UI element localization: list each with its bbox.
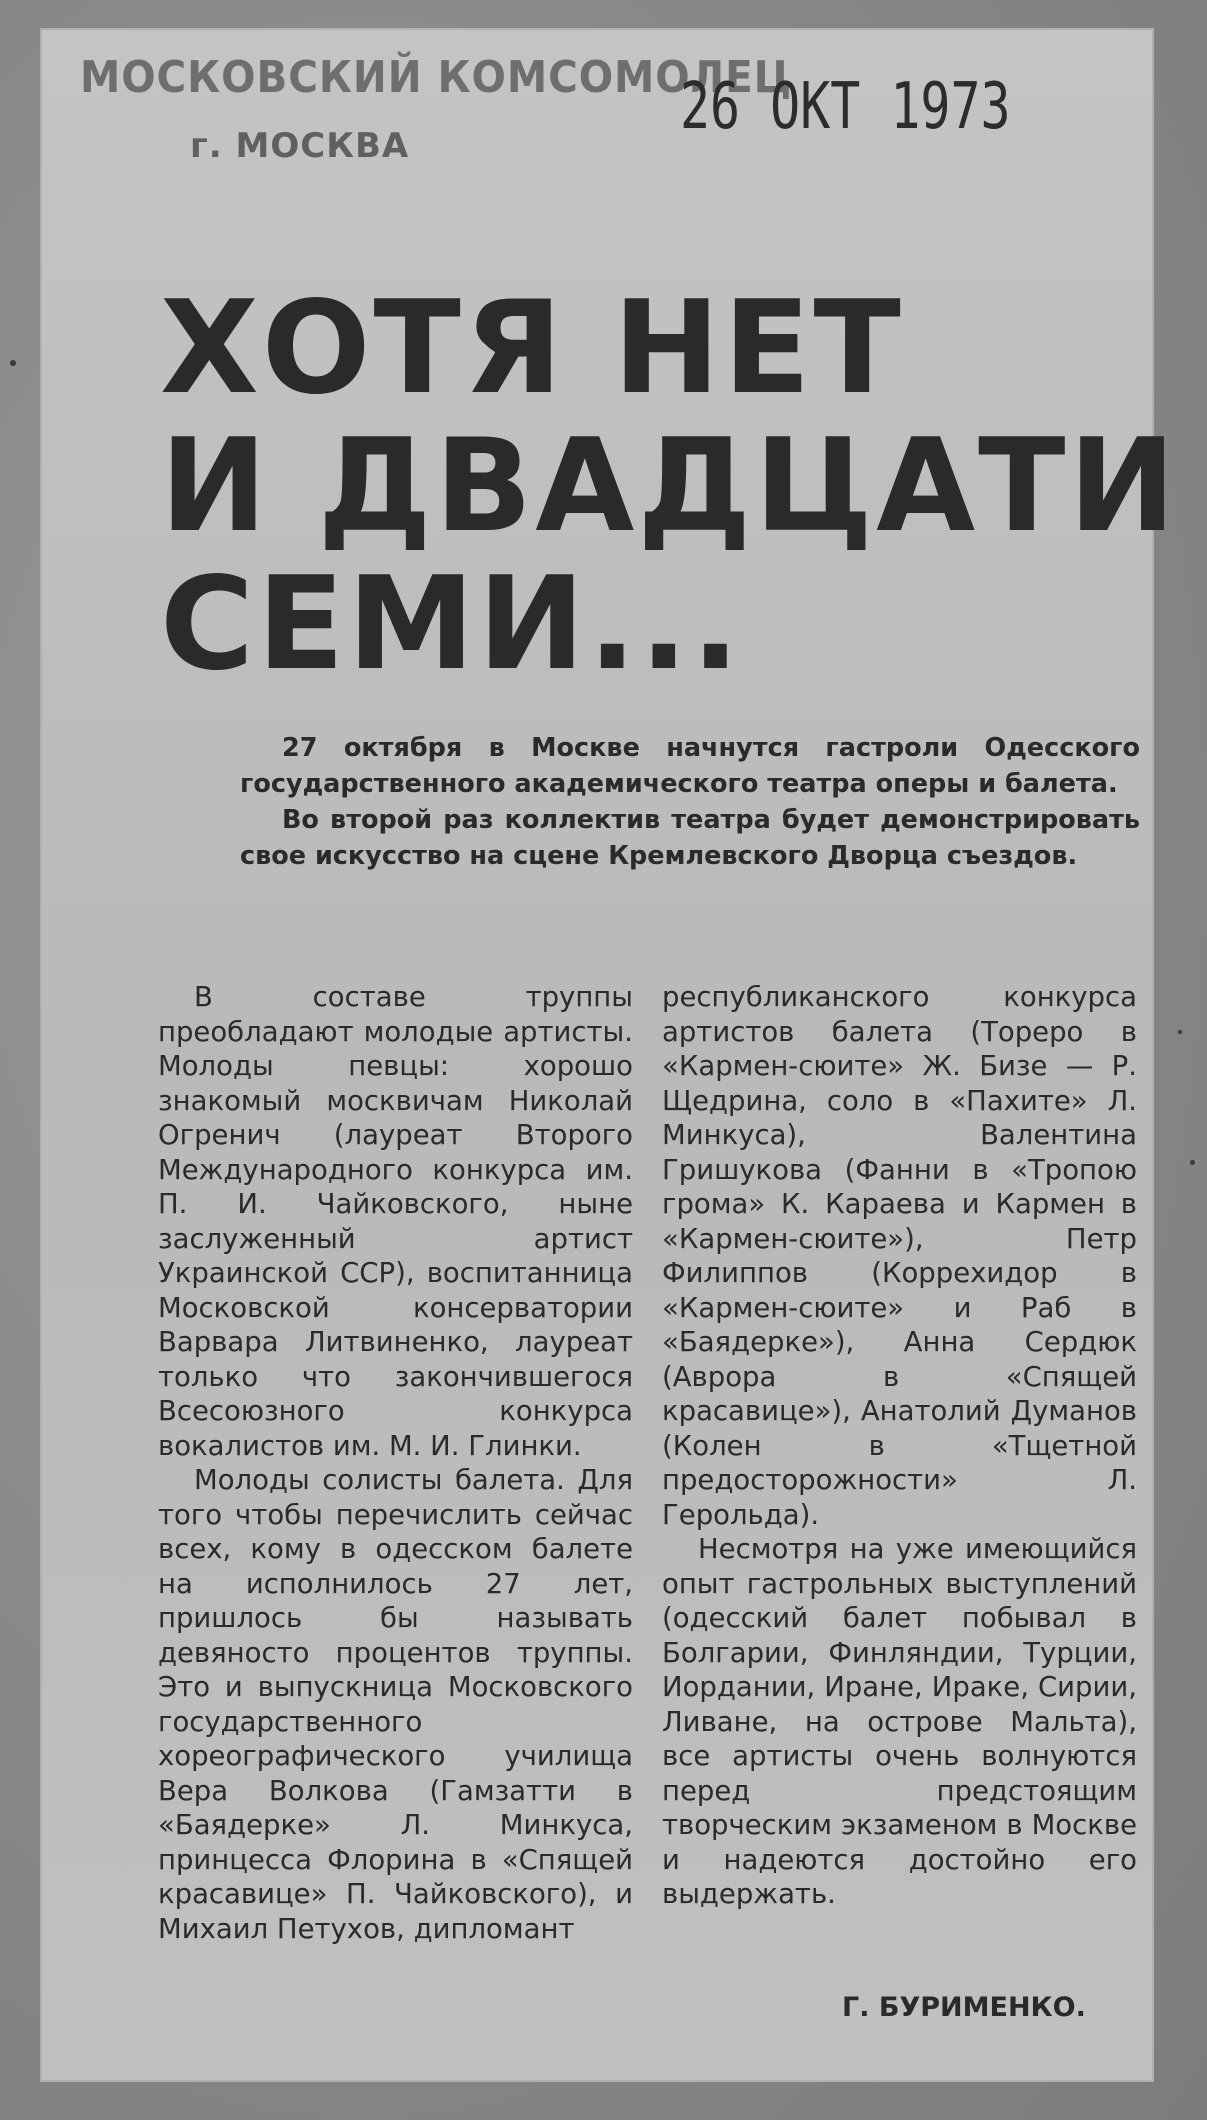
headline-line: ХОТЯ НЕТ bbox=[160, 274, 904, 423]
body-paragraph: республиканского конкурса артистов балета (Тореро в «Кармен-сюите» Ж. Бизе — Р. Щедрина, соло в «Пахите» Л. Минкуса), Валентина Гришукова (Фанни в «Тропою грома» К. Караева и Кармен в «Кармен-сюите»), Петр Филиппов (Коррехидор в «Кармен-сюите» и Раб в «Баядерке»), Анна Сердюк (Аврора в «Спящей красавице»), Анатолий Думанов (Колен в «Тщетной предосторожности» Л. Герольда). bbox=[662, 981, 1137, 1531]
body-paragraph: Несмотря на уже имеющийся опыт гастрольных выступлений (одесский балет побывал в Болгарии, Финляндии, Турции, Иордании, Иране, Ираке, Сирии, Ливане, на острове Мальта), все артисты очень волнуются перед предстоящим творческим экзаменом в Москве и надеются достойно его выдержать. bbox=[662, 1533, 1137, 1910]
lead-paragraph: Во второй раз коллектив театра будет демонстрировать свое искусство на сцене Кремлевского Дворца съездов. bbox=[240, 805, 1140, 871]
headline-line: И ДВАДЦАТИ bbox=[160, 412, 1179, 561]
date-stamp: 26 ОКТ 1973 bbox=[680, 70, 1011, 144]
body-paragraph: В составе труппы преобладают молодые артисты. Молоды певцы: хорошо знакомый москвичам Николай Огренич (лауреат Второго Международного конкурса им. П. И. Чайковского, ныне заслуженный артист Украинской ССР), воспитанница Московской консерватории Варвара Литвиненко, лауреат только что закончившегося Всесоюзного конкурса вокалистов им. М. И. Глинки. bbox=[158, 981, 633, 1462]
scan-speck bbox=[1190, 1160, 1195, 1165]
city-stamp: г. МОСКВА bbox=[190, 126, 410, 166]
article-lead bbox=[240, 730, 1140, 874]
scan-speck bbox=[1178, 1030, 1182, 1034]
publication-stamp: МОСКОВСКИЙ КОМСОМОЛЕЦ bbox=[80, 52, 793, 103]
headline-line: СЕМИ... bbox=[160, 550, 743, 699]
article-column-left bbox=[158, 980, 633, 1946]
article-headline bbox=[160, 274, 1179, 699]
lead-paragraph: 27 октября в Москве начнутся гастроли Одесского государственного академического театра оперы и балета. bbox=[240, 733, 1140, 799]
scan-speck bbox=[10, 360, 16, 366]
article-column-right bbox=[662, 980, 1137, 1912]
author-signature: Г. БУРИМЕНКО. bbox=[842, 1992, 1086, 2023]
body-paragraph: Молоды солисты балета. Для того чтобы перечислить сейчас всех, кому в одесском балете на исполнилось 27 лет, пришлось бы называть девяносто процентов труппы. Это и выпускница Московского государственного хореографического училища Вера Волкова (Гамзатти в «Баядерке» Л. Минкуса, принцесса Флорина в «Спящей красавице» П. Чайковского), и Михаил Петухов, дипломант bbox=[158, 1464, 633, 1945]
